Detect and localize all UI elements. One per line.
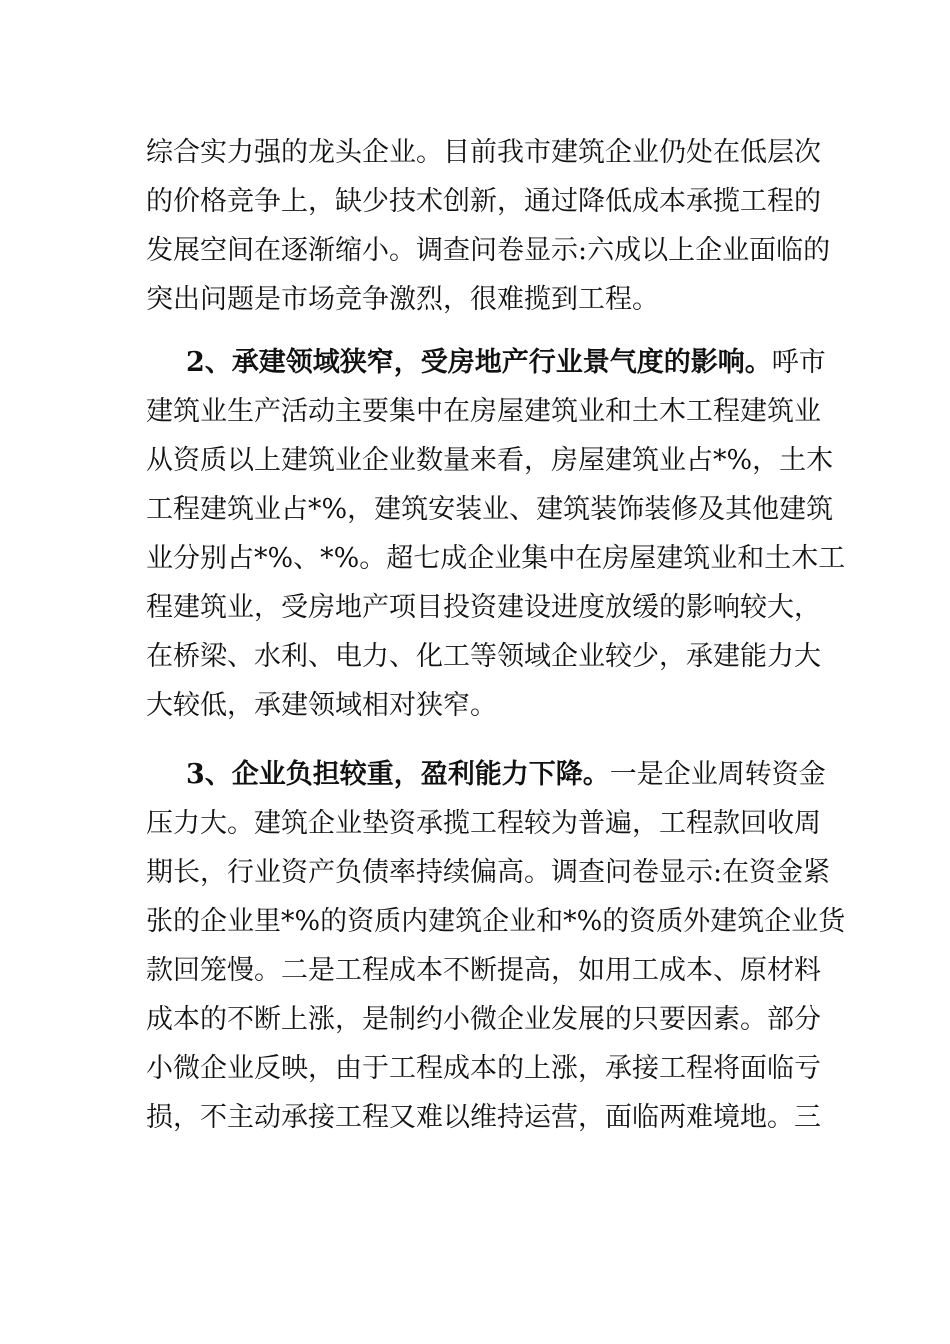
paragraph-line: 程建筑业，受房地产项目投资建设进度放缓的影响较大， [146,592,821,623]
paragraph-line: 工程建筑业占*%，建筑安装业、建筑装饰装修及其他建筑 [146,494,834,525]
paragraph-line: 损，不主动承接工程又难以维持运营，面临两难境地。三 [146,1102,821,1133]
paragraph-first-line [186,757,826,793]
paragraph-line: 成本的不断上涨，是制约小微企业发展的只要因素。部分 [146,1004,821,1035]
paragraph-line: 综合实力强的龙头企业。目前我市建筑企业仍处在低层次 [146,137,821,168]
paragraph-line: 突出问题是市场竞争激烈，很难揽到工程。 [146,284,659,315]
paragraph-line: 从资质以上建筑业企业数量来看，房屋建筑业占*%，土木 [146,445,834,476]
paragraph-line: 款回笼慢。二是工程成本不断提高，如用工成本、原材料 [146,955,821,986]
paragraph-line: 期长，行业资产负债率持续偏高。调查问卷显示:在资金紧 [146,857,831,888]
paragraph-line: 大较低，承建领域相对狭窄。 [146,690,497,721]
paragraph-text: 一是企业周转资金 [609,759,826,790]
paragraph-line: 压力大。建筑企业垫资承揽工程较为普遍，工程款回收周 [146,808,821,839]
paragraph-line: 小微企业反映，由于工程成本的上涨，承接工程将面临亏 [146,1053,821,1084]
paragraph-line: 建筑业生产活动主要集中在房屋建筑业和土木工程建筑业 [146,396,821,427]
section-heading: 2、承建领域狭窄，受房地产行业景气度的影响。 [186,347,772,378]
paragraph-line: 的价格竞争上，缺少技术创新，通过降低成本承揽工程的 [146,186,821,217]
paragraph-line: 发展空间在逐渐缩小。调查问卷显示:六成以上企业面临的 [146,235,831,266]
paragraph-first-line [186,345,826,381]
paragraph-line: 业分别占*%、*%。超七成企业集中在房屋建筑业和土木工 [146,543,846,574]
paragraph-line: 张的企业里*%的资质内建筑企业和*%的资质外建筑企业货 [146,906,846,937]
section-heading: 3、企业负担较重，盈利能力下降。 [186,759,610,790]
paragraph-text: 呼市 [771,347,826,378]
paragraph-line: 在桥梁、水利、电力、化工等领域企业较少，承建能力大 [146,641,821,672]
